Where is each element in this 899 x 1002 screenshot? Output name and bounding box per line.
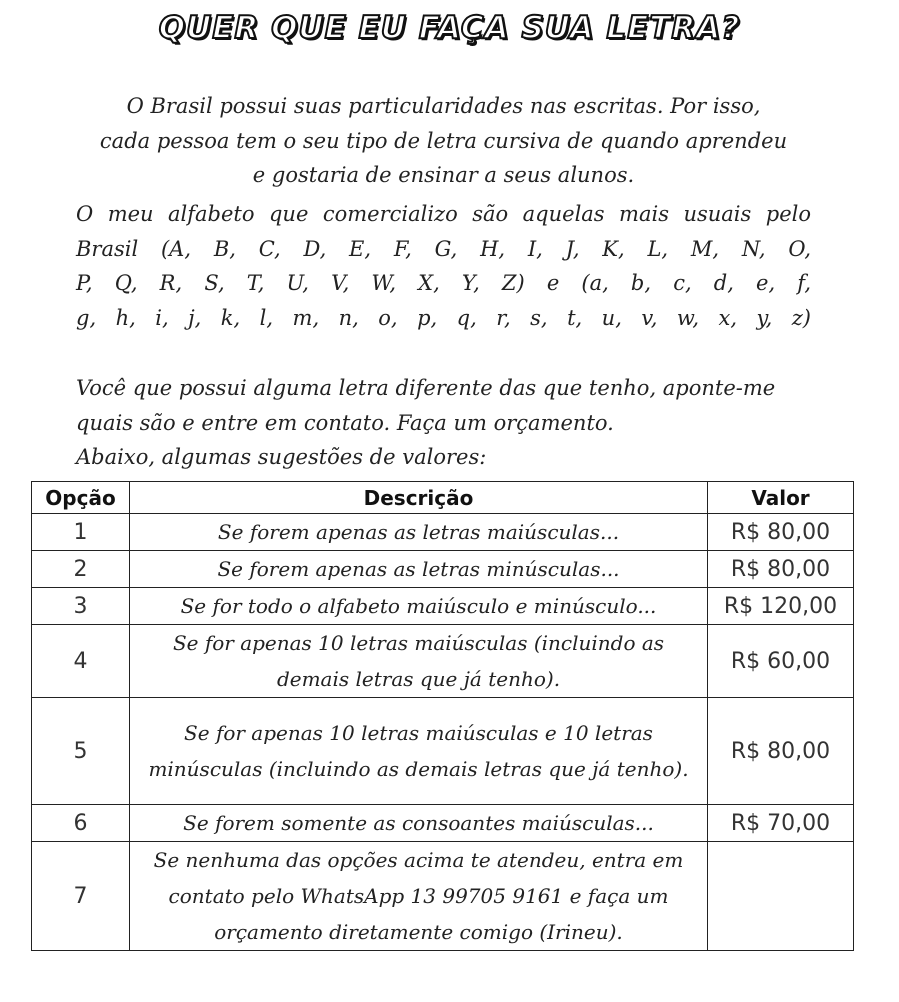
table-row <box>32 805 854 842</box>
intro-line: e gostaria de ensinar a seus alunos. <box>252 163 635 187</box>
table-row <box>32 514 854 551</box>
value-cell: R$ 80,00 <box>708 698 854 805</box>
option-cell: 6 <box>32 805 130 842</box>
value-cell: R$ 60,00 <box>708 625 854 698</box>
table-header-row <box>32 482 854 514</box>
option-cell: 3 <box>32 588 130 625</box>
table-row <box>32 625 854 698</box>
description-column-header: Descrição <box>130 482 708 514</box>
value-cell: R$ 120,00 <box>708 588 854 625</box>
contact-line: Você que possui alguma letra diferente das que tenho, aponte-me <box>76 376 776 400</box>
description-cell: Se nenhuma das opções acima te atendeu, entra em contato pelo WhatsApp 13 99705 9161 e faça um orçamento diretamente comigo (Irineu). <box>130 842 708 951</box>
contact-line: Abaixo, algumas sugestões de valores: <box>76 445 487 469</box>
page-title: QUER QUE EU FAÇA SUA LETRA? <box>158 10 741 46</box>
value-cell <box>708 842 854 951</box>
alphabet-line: P, Q, R, S, T, U, V, W, X, Y, Z) e (a, b, c, d, e, f, <box>76 271 811 295</box>
option-cell: 4 <box>32 625 130 698</box>
option-cell: 5 <box>32 698 130 805</box>
contact-paragraph <box>76 371 811 475</box>
table-row <box>32 588 854 625</box>
description-cell: Se forem apenas as letras minúsculas... <box>130 551 708 588</box>
alphabet-line: Brasil (A, B, C, D, E, F, G, H, I, J, K, L, M, N, O, <box>76 236 811 261</box>
description-cell: Se for apenas 10 letras maiúsculas (incluindo as demais letras que já tenho). <box>130 625 708 698</box>
intro-line: O Brasil possui suas particularidades nas escritas. Por isso, <box>126 94 761 118</box>
value-cell: R$ 70,00 <box>708 805 854 842</box>
table-row <box>32 698 854 805</box>
value-cell: R$ 80,00 <box>708 551 854 588</box>
alphabet-paragraph <box>76 197 811 335</box>
option-cell: 2 <box>32 551 130 588</box>
description-cell: Se for todo o alfabeto maiúsculo e minúsculo... <box>130 588 708 625</box>
description-cell: Se forem apenas as letras maiúsculas... <box>130 514 708 551</box>
intro-paragraph <box>76 89 811 193</box>
description-cell: Se for apenas 10 letras maiúsculas e 10 letras minúsculas (incluindo as demais letras que já tenho). <box>130 698 708 805</box>
description-cell: Se forem somente as consoantes maiúsculas... <box>130 805 708 842</box>
price-table <box>31 481 854 951</box>
alphabet-line: g, h, i, j, k, l, m, n, o, p, q, r, s, t, u, v, w, x, y, z) <box>76 305 811 330</box>
contact-line: quais são e entre em contato. Faça um orçamento. <box>76 410 614 435</box>
table-row <box>32 842 854 951</box>
value-cell: R$ 80,00 <box>708 514 854 551</box>
alphabet-line: O meu alfabeto que comercializo são aquelas mais usuais pelo <box>76 202 811 226</box>
option-cell: 7 <box>32 842 130 951</box>
table-row <box>32 551 854 588</box>
value-column-header: Valor <box>708 482 854 514</box>
option-column-header: Opção <box>32 482 130 514</box>
option-cell: 1 <box>32 514 130 551</box>
intro-line: cada pessoa tem o seu tipo de letra cursiva de quando aprendeu <box>99 128 788 153</box>
